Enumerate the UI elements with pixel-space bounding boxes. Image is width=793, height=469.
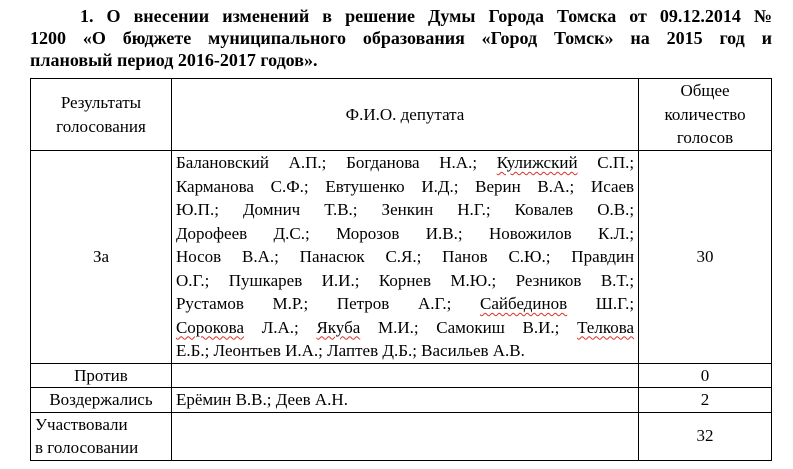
table-row-protiv <box>31 363 772 388</box>
deputy-line-4: Дорофеев Д.С.; Морозов И.В.; Новожилов К.Л.; <box>175 223 635 243</box>
row-za-label: За <box>31 151 172 364</box>
table-row-uchastv <box>31 412 772 460</box>
deputy-text: Рустамов М.Р.; Петров А.Г.; <box>175 294 481 313</box>
row-uchastv-label-line-2: в голосовании <box>35 438 139 457</box>
table-header-row <box>31 79 772 151</box>
row-uchastv-deputies <box>171 412 638 460</box>
row-protiv-deputies <box>171 363 638 388</box>
deputy-line-9: Е.Б.; Леонтьев И.А.; Лаптев Д.Б.; Васильев А.В. <box>175 341 525 360</box>
deputy-text: С.П.; <box>577 153 635 172</box>
deputy-line-2: Карманова С.Ф.; Евтушенко И.Д.; Верин В.А.; Исаев <box>175 176 635 196</box>
voting-results-table <box>30 78 772 461</box>
row-uchastv-label-line-1: Участвовали <box>35 414 128 434</box>
header-results <box>31 79 172 151</box>
deputy-line-6: О.Г.; Пушкарев И.И.; Корнев М.Ю.; Резников В.Т.; <box>175 270 635 290</box>
row-vozderzh-count: 2 <box>639 388 772 413</box>
row-uchastv-count: 32 <box>639 412 772 460</box>
header-total <box>639 79 772 151</box>
deputy-line-5: Носов В.А.; Панасюк С.Я.; Панов С.Ю.; Правдин <box>175 247 635 266</box>
deputy-text: М.И.; Самокиш В.И.; <box>360 317 578 337</box>
table-row-za <box>31 151 772 364</box>
heading-line-1: 1. О внесении изменений в решение Думы Города Томска от 09.12.2014 № <box>80 6 772 26</box>
deputy-name-flagged: Телкова <box>577 317 635 337</box>
deputy-line-7 <box>176 292 634 316</box>
row-uchastv-label <box>31 412 172 460</box>
heading-line-2: 1200 «О бюджете муниципального образования «Город Томск» на 2015 год и <box>30 28 772 48</box>
row-vozderzh-label: Воздержались <box>31 388 172 413</box>
decision-heading <box>30 5 772 71</box>
deputy-text: Ш.Г.; <box>567 294 635 313</box>
table-row-vozderzh <box>31 388 772 413</box>
header-deputy: Ф.И.О. депутата <box>171 79 638 151</box>
heading-line-3: плановый период 2016-2017 годов». <box>30 50 318 70</box>
row-za-count: 30 <box>639 151 772 364</box>
row-vozderzh-deputies: Ерёмин В.В.; Деев А.Н. <box>171 388 638 413</box>
header-results-line-2: голосования <box>56 116 146 136</box>
deputy-name-flagged: Кулижский <box>496 153 578 172</box>
row-protiv-count: 0 <box>639 363 772 388</box>
deputy-name-flagged: Сорокова <box>175 317 245 337</box>
deputy-name-flagged: Якуба <box>316 317 361 337</box>
deputy-text: Балановский А.П.; Богданова Н.А.; <box>175 153 497 172</box>
deputy-line-8 <box>176 316 634 340</box>
row-za-deputies <box>171 151 638 364</box>
header-total-line-1: Общее <box>680 81 730 101</box>
deputy-text: Л.А.; <box>244 317 317 337</box>
deputy-line-1 <box>176 151 634 175</box>
deputy-name-flagged: Сайбединов <box>480 294 568 313</box>
row-protiv-label: Против <box>31 363 172 388</box>
header-results-line-1: Результаты <box>60 93 142 112</box>
deputy-line-3: Ю.П.; Домнич Т.В.; Зенкин Н.Г.; Ковалев О.В.; <box>175 200 635 219</box>
header-total-line-2: количество <box>664 104 746 124</box>
header-total-line-3: голосов <box>676 128 734 148</box>
